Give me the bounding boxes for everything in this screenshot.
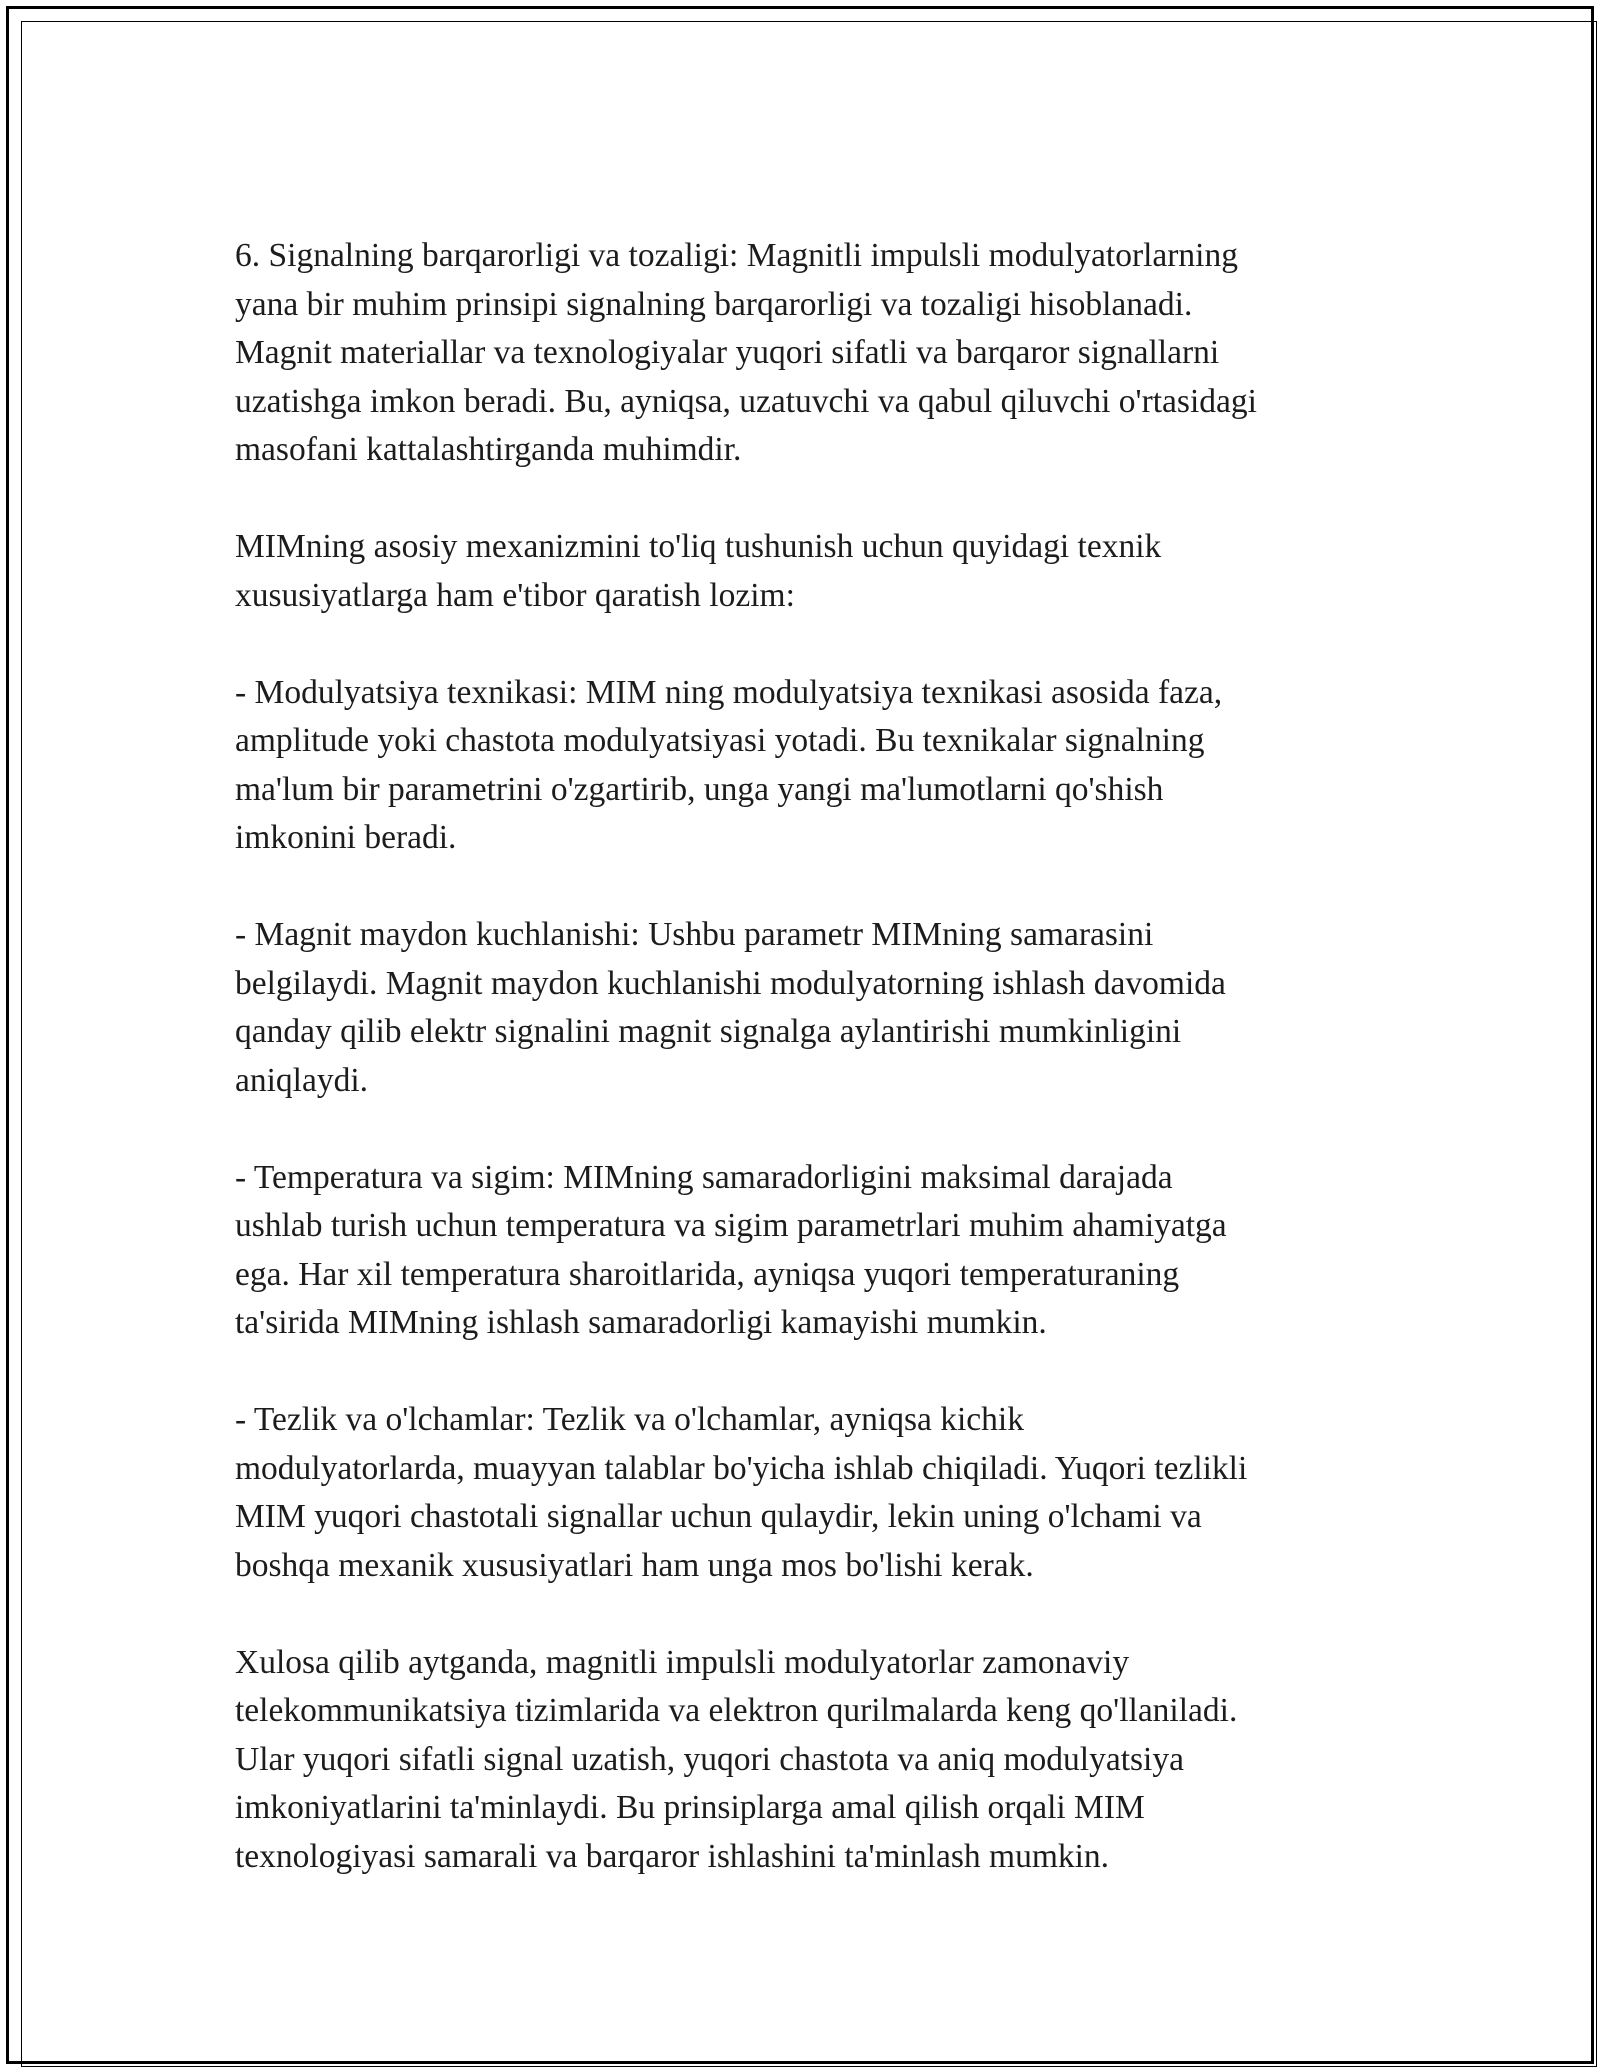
text-line: amplitude yoki chastota modulyatsiyasi yotadi. Bu texnikalar signalning xyxy=(235,722,1205,759)
text-line: yana bir muhim prinsipi signalning barqarorligi va tozaligi hisoblanadi. xyxy=(235,285,1193,323)
paragraph-signal-stability xyxy=(235,232,1385,475)
text-line: imkonini beradi. xyxy=(235,819,457,856)
text-line: telekommunikatsiya tizimlarida va elektron qurilmalarda keng qo'llaniladi. xyxy=(235,1692,1238,1729)
text-line: - Magnit maydon kuchlanishi: Ushbu parametr MIMning samarasini xyxy=(235,916,1154,953)
text-line: texnologiyasi samarali va barqaror ishlashini ta'minlash mumkin. xyxy=(235,1837,1110,1875)
text-line: ega. Har xil temperatura sharoitlarida, ayniqsa yuqori temperaturaning xyxy=(235,1255,1180,1293)
text-line: Xulosa qilib aytganda, magnitli impulsli modulyatorlar zamonaviy xyxy=(235,1643,1130,1681)
text-line: Magnit materiallar va texnologiyalar yuqori sifatli va barqaror signallarni xyxy=(235,334,1220,371)
text-line: ma'lum bir parametrini o'zgartirib, unga yangi ma'lumotlarni qo'shish xyxy=(235,770,1164,808)
text-line: ushlab turish uchun temperatura va sigim parametrlari muhim ahamiyatga xyxy=(235,1207,1227,1244)
text-line: imkoniyatlarini ta'minlaydi. Bu prinsiplarga amal qilish orqali MIM xyxy=(235,1789,1145,1826)
text-line: MIM yuqori chastotali signallar uchun qulaydir, lekin uning o'lchami va xyxy=(235,1498,1202,1535)
text-line: - Temperatura va sigim: MIMning samaradorligini maksimal darajada xyxy=(235,1158,1173,1196)
text-line: MIMning asosiy mexanizmini to'liq tushunish uchun quyidagi texnik xyxy=(235,528,1162,565)
paragraph-conclusion xyxy=(235,1639,1385,1882)
document-body xyxy=(235,232,1385,1930)
text-line: aniqlaydi. xyxy=(235,1061,369,1099)
text-line: - Tezlik va o'lchamlar: Tezlik va o'lchamlar, ayniqsa kichik xyxy=(235,1401,1024,1438)
paragraph-mim-mechanism-intro xyxy=(235,523,1385,620)
paragraph-speed-dimensions xyxy=(235,1396,1385,1590)
paragraph-modulation-technique xyxy=(235,669,1385,863)
paragraph-magnetic-field xyxy=(235,911,1385,1105)
text-line: boshqa mexanik xususiyatlari ham unga mos bo'lishi kerak. xyxy=(235,1546,1034,1584)
text-line: - Modulyatsiya texnikasi: MIM ning modulyatsiya texnikasi asosida faza, xyxy=(235,673,1223,711)
text-line: masofani kattalashtirganda muhimdir. xyxy=(235,431,742,468)
text-line: ta'sirida MIMning ishlash samaradorligi kamayishi mumkin. xyxy=(235,1304,1047,1341)
text-line: 6. Signalning barqarorligi va tozaligi: Magnitli impulsli modulyatorlarning xyxy=(235,237,1238,274)
paragraph-temperature-capacitance xyxy=(235,1154,1385,1348)
text-line: uzatishga imkon beradi. Bu, ayniqsa, uzatuvchi va qabul qiluvchi o'rtasidagi xyxy=(235,382,1257,420)
text-line: xususiyatlarga ham e'tibor qaratish lozim: xyxy=(235,576,795,614)
text-line: qanday qilib elektr signalini magnit signalga aylantirishi mumkinligini xyxy=(235,1013,1182,1050)
text-line: Ular yuqori sifatli signal uzatish, yuqori chastota va aniq modulyatsiya xyxy=(235,1740,1184,1778)
text-line: modulyatorlarda, muayyan talablar bo'yicha ishlab chiqiladi. Yuqori tezlikli xyxy=(235,1449,1248,1487)
text-line: belgilaydi. Magnit maydon kuchlanishi modulyatorning ishlash davomida xyxy=(235,964,1226,1002)
